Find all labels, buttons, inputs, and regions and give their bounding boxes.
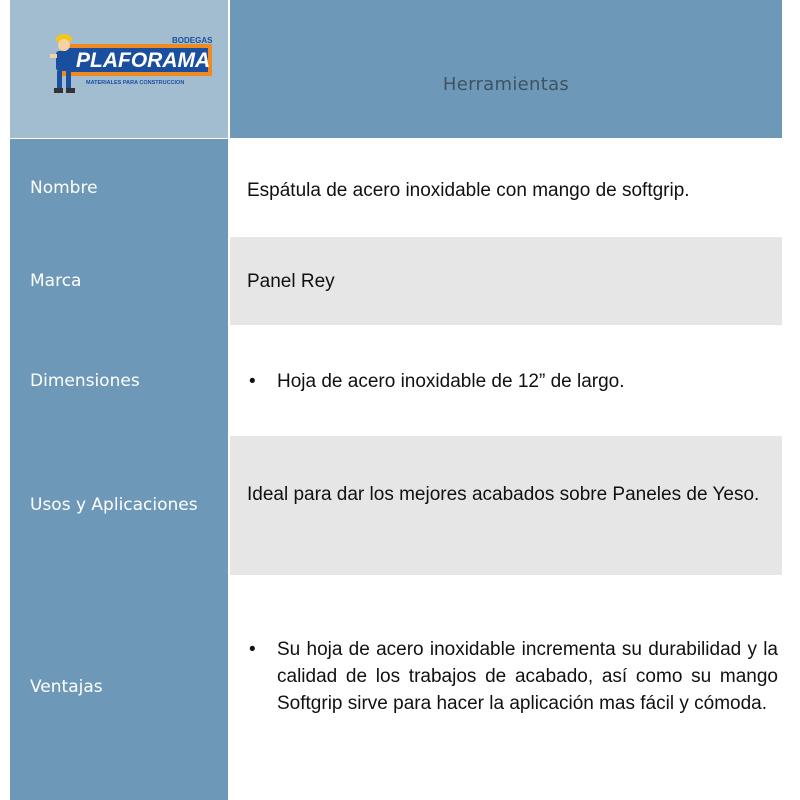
label-marca: Marca [30, 271, 82, 291]
ventajas-text: Su hoja de acero inoxidable incrementa su durabilidad y la calidad de los trabajos de acabado, así como su mango Softgrip sirve para hacer la aplicación mas fácil y cómoda. [277, 639, 778, 714]
logo-tagline: MATERIALES PARA CONSTRUCCION [86, 80, 185, 86]
logo-top-text: BODEGAS [172, 36, 213, 45]
bullet: • [249, 639, 256, 660]
logo-name: PLAFORAMA [76, 49, 211, 72]
bullet: • [249, 371, 256, 392]
dimensiones-text: Hoja de acero inoxidable de 12” de largo. [277, 371, 625, 392]
value-dimensiones [249, 368, 778, 395]
row-nombre [230, 139, 782, 237]
row-usos [230, 436, 782, 575]
logo-cell [10, 0, 228, 138]
value-nombre: Espátula de acero inoxidable con mango de softgrip. [247, 180, 690, 201]
row-dimensiones [230, 325, 782, 436]
mascot-worker-icon [50, 34, 75, 93]
value-usos: Ideal para dar los mejores acabados sobre Paneles de Yeso. [247, 484, 760, 505]
label-dimensiones: Dimensiones [30, 371, 140, 391]
row-ventajas [230, 575, 782, 800]
label-usos: Usos y Aplicaciones [30, 495, 198, 515]
value-marca: Panel Rey [247, 271, 335, 292]
label-nombre: Nombre [30, 178, 98, 198]
row-marca [230, 237, 782, 325]
value-ventajas [249, 636, 778, 717]
category-header [230, 0, 782, 138]
label-ventajas: Ventajas [30, 677, 103, 697]
plaforama-logo [46, 34, 216, 96]
label-column [10, 139, 228, 800]
category-title: Herramientas [442, 74, 570, 95]
